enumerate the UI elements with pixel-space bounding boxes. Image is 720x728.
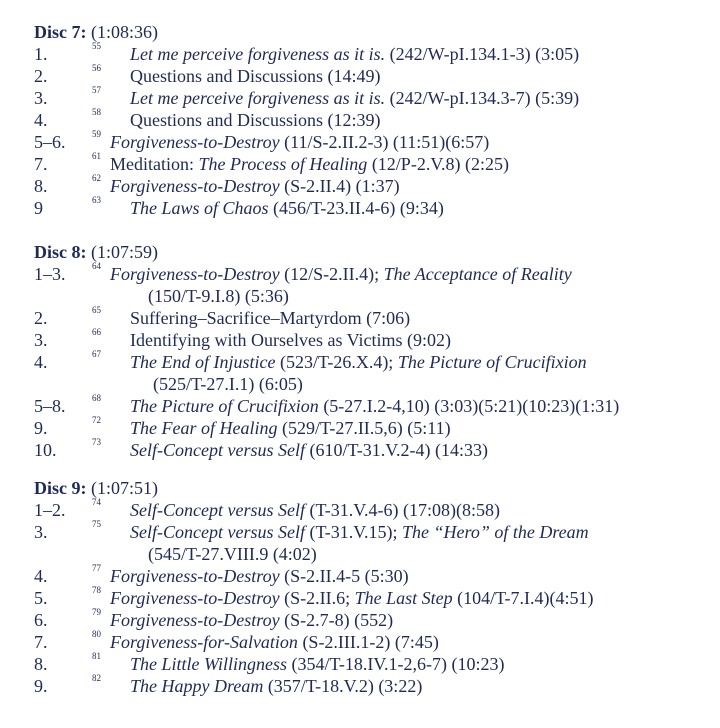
track-row: [0, 519, 720, 544]
track-number: 4.: [34, 352, 48, 372]
italic-title: The Last Step: [354, 588, 453, 608]
track-number: 7.: [34, 632, 48, 652]
track-number: 5.: [34, 588, 48, 608]
track-title: [110, 132, 489, 153]
track-title: [130, 330, 451, 351]
track-row: [0, 629, 720, 654]
track-text: (11/S-2.II.2-3) (11:51)(6:57): [279, 132, 490, 152]
track-text: Questions and Discussions (12:39): [130, 110, 381, 130]
track-text: (529/T-27.II.5,6) (5:11): [277, 418, 451, 438]
reference-superscript: 82: [92, 673, 101, 683]
track-row: [0, 607, 720, 632]
track-text: (12/S-2.II.4);: [279, 264, 384, 284]
track-text: Questions and Discussions (14:49): [130, 66, 381, 86]
track-title: [130, 654, 505, 675]
track-continuation: (545/T-27.VIII.9 (4:02): [148, 544, 317, 564]
reference-superscript: 57: [92, 85, 101, 95]
track-number: 4.: [34, 566, 48, 586]
italic-title: The Picture of Crucifixion: [397, 352, 587, 372]
track-text: (S-2.III.1-2) (7:45): [297, 632, 439, 652]
track-continuation: (525/T-27.I.1) (6:05): [153, 374, 303, 394]
track-title: [130, 66, 381, 87]
track-continuation: (150/T-9.I.8) (5:36): [148, 286, 289, 306]
track-number: 1.: [34, 44, 48, 64]
reference-superscript: 62: [92, 173, 101, 183]
track-title: [110, 588, 593, 609]
track-row: [0, 393, 720, 418]
track-number: 5–6.: [34, 132, 66, 152]
reference-superscript: 66: [92, 327, 101, 337]
track-text: (357/T-18.V.2) (3:22): [263, 676, 423, 696]
disc-heading: [34, 478, 158, 499]
track-row: [0, 195, 720, 220]
track-row: [0, 585, 720, 610]
track-row: [0, 107, 720, 132]
track-number: 6.: [34, 610, 48, 630]
track-row: [0, 261, 720, 286]
italic-title: The Little Willingness: [130, 654, 288, 674]
track-title: [110, 176, 400, 197]
track-title: [110, 566, 409, 587]
italic-title: Self-Concept versus Self: [130, 440, 305, 460]
track-title: [130, 198, 444, 219]
reference-superscript: 72: [92, 415, 101, 425]
track-text: (523/T-26.X.4);: [275, 352, 398, 372]
track-text: (5-27.I.2-4,10) (3:03)(5:21)(10:23)(1:31): [318, 396, 620, 416]
italic-title: Self-Concept versus Self: [130, 522, 305, 542]
track-number: 7.: [34, 154, 48, 174]
disc-label: Disc 7:: [34, 22, 87, 42]
track-title: [130, 440, 488, 461]
italic-title: Forgiveness-to-Destroy: [110, 264, 280, 284]
track-text: (242/W-pI.134.1-3) (3:05): [385, 44, 580, 64]
track-title: [130, 88, 579, 109]
track-row: [0, 327, 720, 352]
track-number: 2.: [34, 308, 48, 328]
track-row: [0, 349, 720, 374]
track-title: [130, 500, 500, 521]
italic-title: Forgiveness-for-Salvation: [110, 632, 298, 652]
track-number: 1–2.: [34, 500, 66, 520]
track-number: 8.: [34, 176, 48, 196]
italic-title: Forgiveness-to-Destroy: [110, 132, 280, 152]
reference-superscript: 73: [92, 437, 101, 447]
track-row: [0, 563, 720, 588]
italic-title: Let me perceive forgiveness as it is.: [130, 44, 386, 64]
track-title: [130, 676, 422, 697]
disc-duration: (1:07:51): [86, 478, 158, 498]
disc-duration: (1:07:59): [86, 242, 158, 262]
italic-title: The Fear of Healing: [130, 418, 278, 438]
italic-title: The Happy Dream: [130, 676, 264, 696]
track-row: [0, 305, 720, 330]
reference-superscript: 77: [92, 563, 101, 573]
track-number: 3.: [34, 88, 48, 108]
track-text: (12/P-2.V.8) (2:25): [367, 154, 509, 174]
disc-heading: [34, 22, 158, 43]
track-number: 2.: [34, 66, 48, 86]
italic-title: Forgiveness-to-Destroy: [110, 566, 280, 586]
track-text: (S-2.II.6;: [279, 588, 355, 608]
track-title: [130, 522, 589, 543]
reference-superscript: 75: [92, 519, 101, 529]
track-text: Meditation:: [110, 154, 199, 174]
track-row: [0, 673, 720, 698]
reference-superscript: 68: [92, 393, 101, 403]
track-row: [0, 415, 720, 440]
track-title: [130, 396, 619, 417]
track-text: (S-2.II.4-5 (5:30): [279, 566, 409, 586]
reference-superscript: 81: [92, 651, 101, 661]
disc-label: Disc 8:: [34, 242, 87, 262]
reference-superscript: 79: [92, 607, 101, 617]
track-number: 1–3.: [34, 264, 66, 284]
track-title: [110, 264, 572, 285]
track-number: 9: [34, 198, 43, 218]
reference-superscript: 61: [92, 151, 101, 161]
track-text: Identifying with Ourselves as Victims (9:02): [130, 330, 452, 350]
disc-label: Disc 9:: [34, 478, 87, 498]
italic-title: The End of Injustice: [130, 352, 276, 372]
reference-superscript: 78: [92, 585, 101, 595]
track-title: [110, 632, 439, 653]
reference-superscript: 63: [92, 195, 101, 205]
italic-title: The Acceptance of Reality: [383, 264, 572, 284]
track-row: [0, 151, 720, 176]
track-title: [130, 110, 381, 131]
track-number: 8.: [34, 654, 48, 674]
track-row: [0, 41, 720, 66]
track-title: [130, 44, 579, 65]
track-number: 9.: [34, 418, 48, 438]
track-row: [0, 85, 720, 110]
italic-title: Forgiveness-to-Destroy: [110, 176, 280, 196]
reference-superscript: 65: [92, 305, 101, 315]
track-title: [110, 154, 509, 175]
track-number: 10.: [34, 440, 57, 460]
track-text: (T-31.V.4-6) (17:08)(8:58): [304, 500, 500, 520]
reference-superscript: 67: [92, 349, 101, 359]
track-row: [0, 437, 720, 462]
reference-superscript: 64: [92, 261, 101, 271]
track-number: 3.: [34, 330, 48, 350]
italic-title: Let me perceive forgiveness as it is.: [130, 88, 386, 108]
track-row: [0, 129, 720, 154]
track-title: [130, 418, 451, 439]
italic-title: The “Hero” of the Dream: [401, 522, 589, 542]
track-text: (456/T-23.II.4-6) (9:34): [268, 198, 444, 218]
track-text: (104/T-7.I.4)(4:51): [452, 588, 594, 608]
reference-superscript: 56: [92, 63, 101, 73]
italic-title: Forgiveness-to-Destroy: [110, 588, 280, 608]
reference-superscript: 74: [92, 497, 101, 507]
italic-title: Forgiveness-to-Destroy: [110, 610, 280, 630]
disc-heading: [34, 242, 158, 263]
track-title: [110, 610, 393, 631]
track-number: 4.: [34, 110, 48, 130]
track-text: Suffering–Sacrifice–Martyrdom (7:06): [130, 308, 411, 328]
italic-title: Self-Concept versus Self: [130, 500, 305, 520]
track-number: 3.: [34, 522, 48, 542]
track-title: [130, 308, 410, 329]
disc-duration: (1:08:36): [86, 22, 158, 42]
reference-superscript: 58: [92, 107, 101, 117]
italic-title: The Process of Healing: [198, 154, 368, 174]
reference-superscript: 55: [92, 41, 101, 51]
track-row: [0, 497, 720, 522]
italic-title: The Laws of Chaos: [130, 198, 269, 218]
track-text: (S-2.7-8) (552): [279, 610, 394, 630]
track-text: (354/T-18.IV.1-2,6-7) (10:23): [287, 654, 505, 674]
track-number: 5–8.: [34, 396, 66, 416]
track-row: [0, 173, 720, 198]
track-text: (S-2.II.4) (1:37): [279, 176, 400, 196]
track-text: (242/W-pI.134.3-7) (5:39): [385, 88, 580, 108]
track-number: 9.: [34, 676, 48, 696]
track-text: (T-31.V.15);: [304, 522, 402, 542]
italic-title: The Picture of Crucifixion: [130, 396, 319, 416]
track-title: [130, 352, 587, 373]
reference-superscript: 80: [92, 629, 101, 639]
track-row: [0, 63, 720, 88]
track-row: [0, 651, 720, 676]
reference-superscript: 59: [92, 129, 101, 139]
track-text: (610/T-31.V.2-4) (14:33): [304, 440, 488, 460]
